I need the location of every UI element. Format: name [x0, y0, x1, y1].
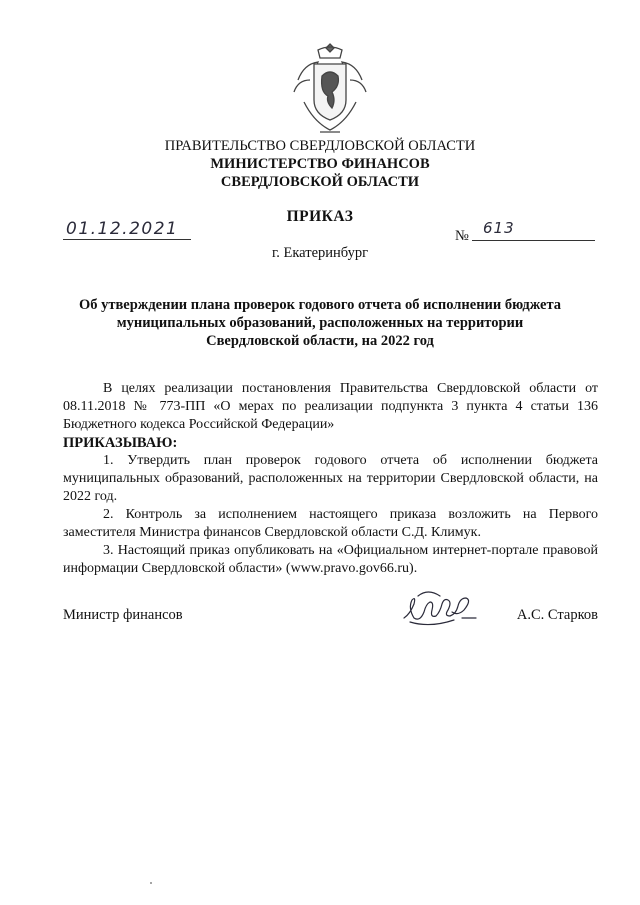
order-item: 1. Утвердить план проверок годового отчета об исполнении бюджета муниципальных образований, расположенных на территории Свердловской области, на 2022 год.	[63, 453, 598, 504]
subject-line: Об утверждении плана проверок годового отчета об исполнении бюджета	[78, 297, 562, 313]
ministry-name: МИНИСТЕРСТВО ФИНАНСОВ	[210, 156, 430, 172]
number-underline	[472, 240, 595, 241]
ministry-region: СВЕРДЛОВСКОЙ ОБЛАСТИ	[220, 174, 420, 190]
coat-of-arms-icon	[290, 40, 370, 136]
scan-artifact	[150, 882, 152, 884]
order-subject	[60, 296, 580, 350]
order-item: 2. Контроль за исполнением настоящего приказа возложить на Первого заместителя Министра финансов Свердловской области С.Д. Климук.	[63, 507, 598, 540]
preamble: В целях реализации постановления Правительства Свердловской области от 08.11.2018 № 773-ПП «О мерах по реализации подпункта 3 пункта 4 статьи 136 Бюджетного кодекса Российской Федерации»	[63, 381, 598, 432]
subject-line: Свердловской области, на 2022 год	[206, 333, 434, 349]
order-word: ПРИКАЗЫВАЮ:	[63, 435, 178, 451]
date-underline	[63, 239, 191, 240]
handwritten-signature-icon	[400, 588, 482, 630]
order-body	[63, 380, 598, 578]
order-item: 3. Настоящий приказ опубликовать на «Официальном интернет-портале правовой информации Свердловской области» (www.pravo.gov66.ru).	[63, 543, 598, 576]
signer-name: А.С. Старков	[516, 607, 598, 623]
signer-position: Министр финансов	[63, 607, 183, 623]
city: г. Екатеринбург	[271, 245, 369, 261]
document-type-title: ПРИКАЗ	[286, 208, 354, 225]
order-number: 613	[483, 219, 515, 237]
order-number-label: №	[455, 228, 469, 244]
order-date: 01.12.2021	[66, 219, 179, 239]
government-name: ПРАВИТЕЛЬСТВО СВЕРДЛОВСКОЙ ОБЛАСТИ	[164, 138, 476, 154]
subject-line: муниципальных образований, расположенных на территории	[116, 315, 524, 331]
